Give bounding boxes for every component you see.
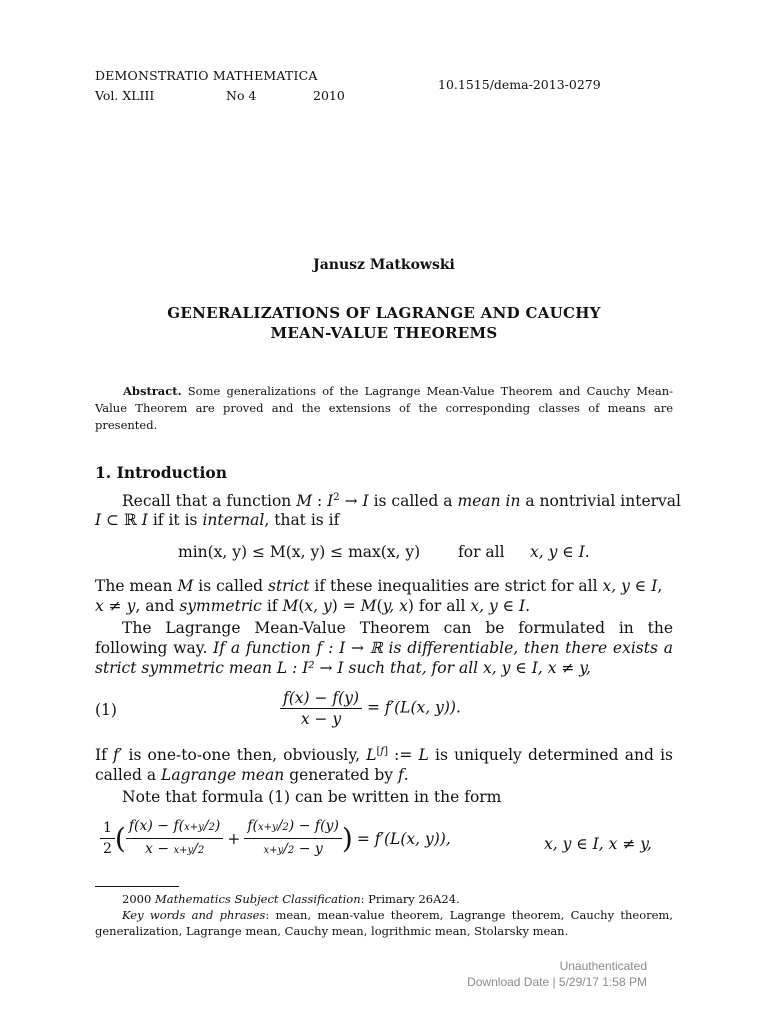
text: If bbox=[95, 746, 107, 765]
para2-line1: The mean M is called strict if these inequalities are strict for all x, y ∈ I, bbox=[95, 577, 663, 595]
term-lagrange-mean: Lagrange mean bbox=[161, 766, 285, 785]
text: Recall that a function bbox=[122, 492, 292, 511]
issue-number: No 4 bbox=[226, 88, 257, 103]
term-internal: internal bbox=[202, 511, 265, 529]
doi[interactable]: 10.1515/dema-2013-0279 bbox=[438, 77, 601, 92]
para1-line1: Recall that a function M : $I^2 \to I$ is called a mean in a nontrivial interval bbox=[122, 492, 681, 511]
half-fraction: $\frac{1}{2}$ bbox=[100, 818, 115, 859]
equation-forall: for all bbox=[458, 543, 505, 561]
watermark-download-date: Download Date | 5/29/17 1:58 PM bbox=[467, 975, 647, 989]
footnote-msc bbox=[122, 891, 460, 907]
footnote-keywords bbox=[95, 907, 673, 939]
text: generated by bbox=[289, 766, 394, 785]
para5: Note that formula (1) can be written in the form bbox=[122, 788, 502, 806]
text: Mathematics Subject Classification bbox=[154, 892, 361, 906]
text: for all bbox=[418, 597, 466, 615]
equation-1-label: (1) bbox=[95, 701, 117, 719]
text: is called a bbox=[373, 492, 453, 511]
author-name: Janusz Matkowski bbox=[313, 257, 455, 273]
text: and bbox=[145, 597, 175, 615]
fraction-b: $\frac{f(x+y/2) - f(y)}{x+y/2 - y}$ bbox=[244, 816, 342, 861]
equation-minmax: min(x, y) ≤ M(x, y) ≤ max(x, y) bbox=[178, 543, 421, 561]
para2-line2: x ≠ y, and symmetric if M(x, y) = M(y, x) for all x, y ∈ I. bbox=[95, 597, 531, 615]
equation-2-rhs: = f′(L(x, y)), bbox=[356, 829, 451, 848]
text: The mean bbox=[95, 577, 173, 595]
abstract-text: Some generalizations of the Lagrange Mean-Value Theorem and Cauchy Mean-Value Theorem are proved and the extensions of the corresponding classes of means are presented. bbox=[95, 384, 674, 432]
paper-title-line2: MEAN-VALUE THEOREMS bbox=[270, 324, 498, 342]
section-heading: 1. Introduction bbox=[95, 463, 227, 482]
abstract-label: Abstract. bbox=[123, 384, 182, 398]
theorem-statement: If a function f : I → ℝ is differentiable, then there exists a strict symmetric mean L : I² → I such that, for all x, y ∈ I, x ≠ y, bbox=[95, 639, 673, 677]
text: if these inequalities are strict for all bbox=[314, 577, 598, 595]
journal-name: DEMONSTRATIO MATHEMATICA bbox=[95, 68, 318, 83]
left-paren: ( bbox=[114, 821, 126, 855]
text: is called bbox=[198, 577, 264, 595]
text: , that is if bbox=[264, 511, 340, 529]
equation-condition: x, y ∈ I. bbox=[530, 543, 590, 561]
fraction-a: $\frac{f(x) - f(x+y/2)}{x - x+y/2}$ bbox=[126, 816, 224, 861]
term-strict: strict bbox=[267, 577, 310, 595]
text: Key words and phrases bbox=[122, 908, 266, 922]
text: is one-to-one then, obviously, bbox=[128, 746, 361, 765]
right-paren: ) bbox=[341, 821, 353, 855]
equation-2: $\frac{1}{2}$ ( $\frac{f(x) - f(x+y/2)}{x - x+y/2}$ + $\frac{f(x+y/2) - f(y)}{x+y/2 - y}$ ) = f′(L(x, y)), bbox=[100, 816, 451, 861]
fraction-denominator: x − y bbox=[300, 710, 342, 728]
equation-1-rhs: = f′(L(x, y)). bbox=[366, 698, 461, 717]
term-symmetric: symmetric bbox=[179, 597, 262, 615]
para3 bbox=[95, 618, 673, 678]
year: 2010 bbox=[313, 88, 345, 103]
watermark-unauthenticated: Unauthenticated bbox=[559, 959, 647, 973]
term-mean-in: mean in bbox=[457, 492, 521, 511]
text: if it is bbox=[152, 511, 198, 529]
text: is uniquely determined and is called a bbox=[95, 746, 673, 785]
para1-line2: I ⊂ ℝ I if it is internal, that is if bbox=[95, 511, 340, 529]
equation-1-fraction bbox=[280, 688, 362, 729]
text: : Primary 26A24. bbox=[360, 892, 460, 906]
para4: If f′ is one-to-one then, obviously, L[f] := L is uniquely determined and is called a Lagrange mean generated by f. bbox=[95, 746, 673, 785]
text: a nontrivial interval bbox=[525, 492, 681, 511]
abstract bbox=[95, 383, 673, 434]
text: if bbox=[266, 597, 278, 615]
equation-2-condition: x, y ∈ I, x ≠ y, bbox=[544, 835, 652, 853]
volume: Vol. XLIII bbox=[95, 88, 155, 103]
fraction-numerator: f(x) − f(y) bbox=[280, 688, 362, 709]
text: The Lagrange Mean-Value Theorem can be formulated in the following way. bbox=[95, 619, 673, 657]
equation-1 bbox=[280, 688, 461, 729]
text: : mean, mean-value theorem, Lagrange theorem, Cauchy theorem, generalization, Lagrange mean, Cauchy mean, logrithmic mean, Stolarsky mean. bbox=[95, 908, 673, 938]
paper-title-line1: GENERALIZATIONS OF LAGRANGE AND CAUCHY bbox=[167, 304, 601, 322]
footnote-rule bbox=[95, 886, 179, 887]
text: 2000 bbox=[122, 892, 152, 906]
